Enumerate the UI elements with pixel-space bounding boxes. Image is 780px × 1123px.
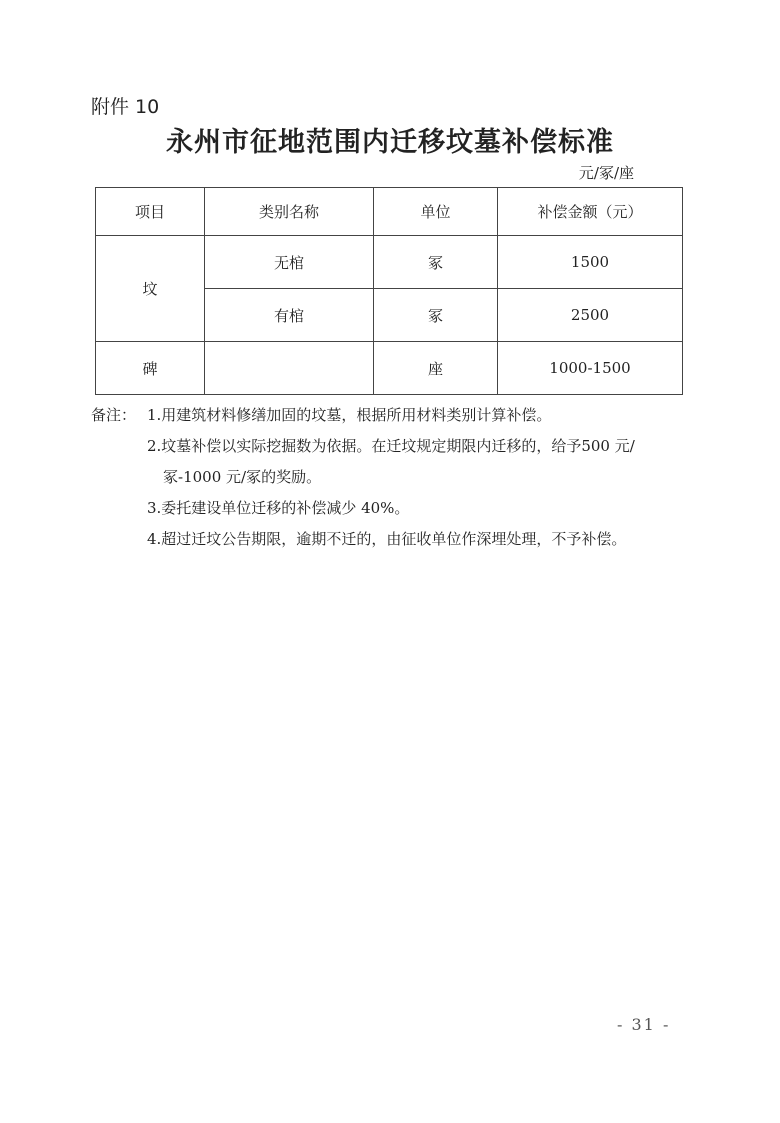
- unit-cell: 冢: [374, 289, 498, 342]
- amount-cell: 1000-1500: [498, 342, 683, 395]
- header-unit: 单位: [374, 188, 498, 236]
- notes-label: 备注：: [91, 406, 137, 424]
- category-cell: [205, 342, 374, 395]
- page-number: - 31 -: [617, 1015, 671, 1034]
- table-row: [96, 236, 683, 289]
- unit-note: 元/冢/座: [578, 164, 634, 182]
- unit-cell: 座: [374, 342, 498, 395]
- attachment-label: 附件 10: [91, 96, 160, 118]
- document-title: 永州市征地范围内迁移坟墓补偿标准: [166, 127, 614, 158]
- header-item: 项目: [96, 188, 205, 236]
- category-cell: 无棺: [205, 236, 374, 289]
- note-item: 1.用建筑材料修缮加固的坟墓，根据所用材料类别计算补偿。: [147, 406, 552, 424]
- unit-cell: 冢: [374, 236, 498, 289]
- table-header-row: [96, 188, 683, 236]
- header-category: 类别名称: [205, 188, 374, 236]
- note-item: 2.坟墓补偿以实际挖掘数为依据。在迁坟规定期限内迁移的，给予500 元/冢-1000 元/冢的奖励。: [147, 437, 635, 486]
- table-row: [96, 342, 683, 395]
- category-cell: 有棺: [205, 289, 374, 342]
- header-amount: 补偿金额（元）: [498, 188, 683, 236]
- compensation-table: [95, 187, 683, 395]
- stele-item-cell: 碑: [96, 342, 205, 395]
- amount-cell: 1500: [498, 236, 683, 289]
- notes-section: [91, 400, 691, 555]
- note-item: 4.超过迁坟公告期限，逾期不迁的，由征收单位作深埋处理，不予补偿。: [147, 530, 627, 548]
- note-item: 3.委托建设单位迁移的补偿减少 40%。: [147, 499, 410, 517]
- grave-item-cell: 坟: [96, 236, 205, 342]
- amount-cell: 2500: [498, 289, 683, 342]
